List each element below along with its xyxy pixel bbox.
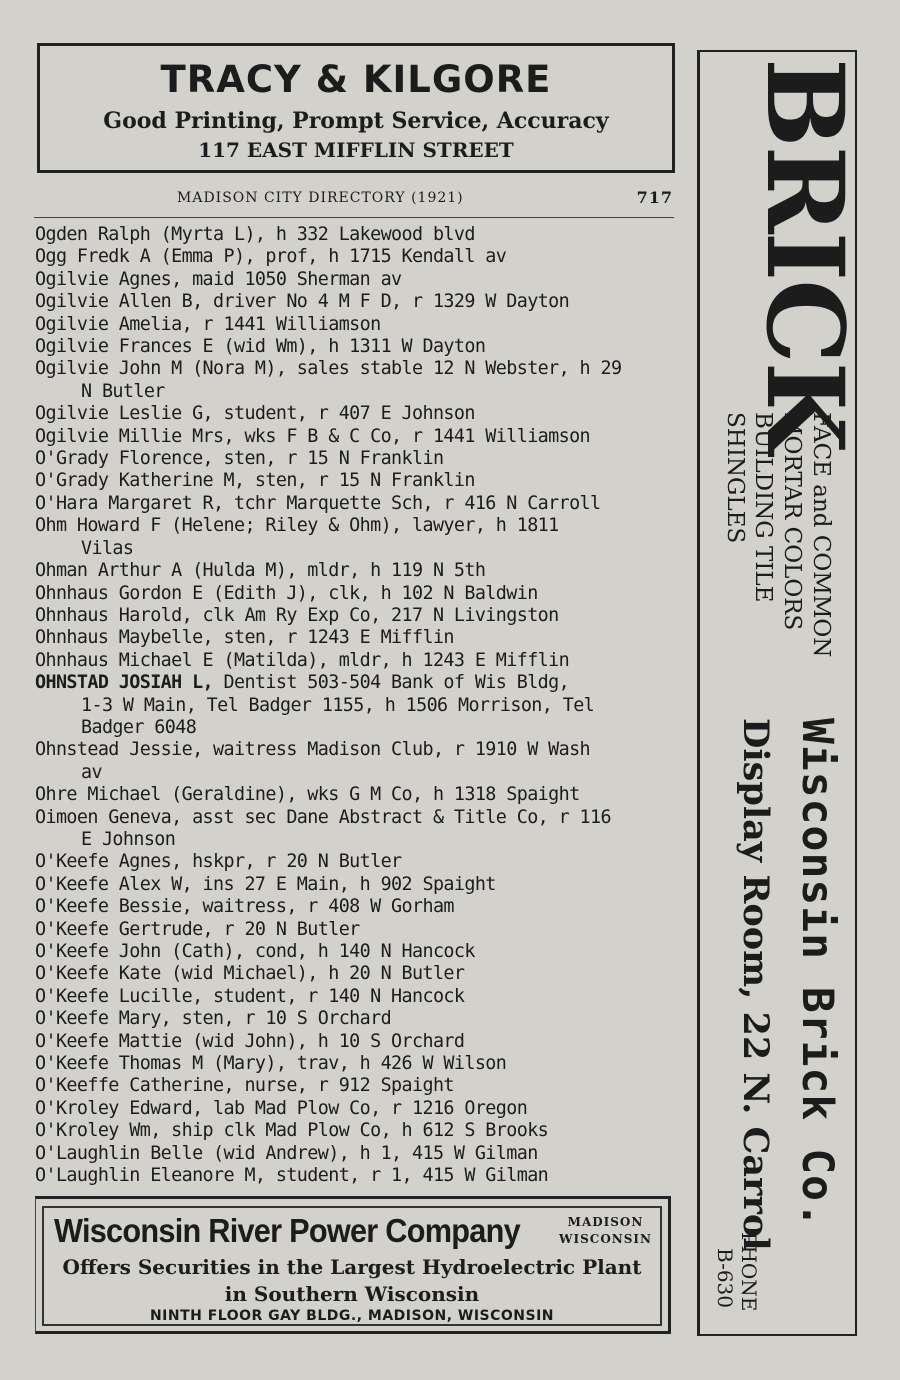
listing-text: O'Keefe Gertrude, r 20 N Butler xyxy=(35,918,360,940)
listing-line xyxy=(35,358,680,380)
listing-entry xyxy=(35,426,680,448)
listing-text: Ohre Michael (Geraldine), wks G M Co, h 1318 Spaight xyxy=(35,784,580,806)
listing-text: Ohnhaus Gordon E (Edith J), clk, h 102 N Baldwin xyxy=(35,582,538,604)
listing-line xyxy=(35,269,680,291)
listing-entry xyxy=(35,627,680,649)
listing-entry xyxy=(35,493,680,515)
listing-entry xyxy=(35,1075,680,1097)
listing-text: O'Grady Katherine M, sten, r 15 N Franklin xyxy=(35,470,475,492)
state-label: WISCONSIN xyxy=(559,1232,652,1246)
listing-text: Ogilvie Allen B, driver No 4 M F D, r 1329 W Dayton xyxy=(35,291,570,313)
listing-line xyxy=(35,336,680,358)
listing-line xyxy=(35,1075,680,1097)
listing-entry xyxy=(35,1031,680,1053)
power-company-address: NINTH FLOOR GAY BLDG., MADISON, WISCONSIN xyxy=(149,1308,555,1324)
listing-line xyxy=(35,739,680,761)
phone-number: B-630 xyxy=(713,1248,737,1308)
listing-line xyxy=(35,672,680,694)
listing-entry xyxy=(35,1053,680,1075)
listing-entry xyxy=(35,583,680,605)
listing-continuation xyxy=(35,829,680,851)
brick-company-name: Wisconsin Brick Co. xyxy=(792,718,842,1229)
display-room-address: Display Room, 22 N. Carrol xyxy=(735,718,776,1251)
listing-entry xyxy=(35,470,680,492)
listing-text: N Butler xyxy=(81,380,165,402)
listing-line xyxy=(35,1098,680,1120)
listing-line xyxy=(35,1008,680,1030)
listing-bold-name: OHNSTAD JOSIAH L, xyxy=(35,672,214,694)
tracy-kilgore-ad xyxy=(37,43,675,173)
directory-listings xyxy=(35,224,680,1187)
listing-line xyxy=(35,1053,680,1075)
listing-entry xyxy=(35,986,680,1008)
product-mortar-colors: MORTAR COLORS xyxy=(779,412,805,631)
listing-line xyxy=(35,291,680,313)
listing-entry xyxy=(35,650,680,672)
listing-line xyxy=(35,874,680,896)
listing-entry xyxy=(35,784,680,806)
listing-text: av xyxy=(81,761,102,783)
listing-text: Ohnhaus Maybelle, sten, r 1243 E Mifflin xyxy=(35,627,454,649)
listing-text: Ogilvie Frances E (wid Wm), h 1311 W Dayton xyxy=(35,336,486,358)
running-header xyxy=(37,187,675,211)
listing-line xyxy=(35,650,680,672)
offer-line-2: in Southern Wisconsin xyxy=(224,1282,480,1306)
listing-entry xyxy=(35,941,680,963)
listing-line xyxy=(35,963,680,985)
listing-line xyxy=(35,1120,680,1142)
listing-line xyxy=(35,448,680,470)
listing-line xyxy=(35,583,680,605)
page-number: 717 xyxy=(636,188,673,207)
listing-text: O'Keefe Thomas M (Mary), trav, h 426 W Wilson xyxy=(35,1053,507,1075)
phone-label: PHONE xyxy=(737,1232,761,1312)
listing-text: O'Keefe Agnes, hskpr, r 20 N Butler xyxy=(35,851,402,873)
product-shingles: SHINGLES xyxy=(722,412,748,544)
listing-text: O'Laughlin Belle (wid Andrew), h 1, 415 W Gilman xyxy=(35,1142,538,1164)
listing-line xyxy=(35,493,680,515)
product-building-tile: BUILDING TILE xyxy=(750,412,776,603)
product-face-common: FACE and COMMON xyxy=(808,412,834,658)
listing-line xyxy=(35,1143,680,1165)
listing-text: O'Hara Margaret R, tchr Marquette Sch, r 416 N Carroll xyxy=(35,492,601,514)
listing-line xyxy=(35,919,680,941)
listing-continuation xyxy=(35,717,680,739)
listing-line xyxy=(35,560,680,582)
listing-entry xyxy=(35,560,680,582)
listing-entry xyxy=(35,336,680,358)
listing-line xyxy=(35,605,680,627)
brick-headline: BRICK xyxy=(743,58,868,452)
offer-line-1: Offers Securities in the Largest Hydroelectric Plant xyxy=(62,1255,642,1279)
listing-entry xyxy=(35,851,680,873)
listing-text: O'Keefe Bessie, waitress, r 408 W Gorham xyxy=(35,896,454,918)
listing-entry xyxy=(35,896,680,918)
listing-entry xyxy=(35,874,680,896)
listing-text: Dentist 503-504 Bank of Wis Bldg, xyxy=(213,672,570,694)
listing-text: Ogden Ralph (Myrta L), h 332 Lakewood blvd xyxy=(35,224,475,245)
listing-text: Ogilvie Amelia, r 1441 Williamson xyxy=(35,313,381,335)
listing-entry xyxy=(35,672,680,739)
listing-continuation xyxy=(35,695,680,717)
listing-line xyxy=(35,403,680,425)
listing-line xyxy=(35,941,680,963)
listing-continuation xyxy=(35,538,680,560)
listing-entry xyxy=(35,605,680,627)
listing-text: Ogilvie John M (Nora M), sales stable 12 N Webster, h 29 xyxy=(35,358,622,380)
ad-tagline: Good Printing, Prompt Service, Accuracy xyxy=(103,108,609,134)
listing-text: O'Kroley Edward, lab Mad Plow Co, r 1216 Oregon xyxy=(35,1097,528,1119)
listing-entry xyxy=(35,448,680,470)
listing-text: O'Keefe John (Cath), cond, h 140 N Hancock xyxy=(35,941,475,962)
listing-text: O'Grady Florence, sten, r 15 N Franklin xyxy=(35,448,444,470)
listing-text: Ohnhaus Harold, clk Am Ry Exp Co, 217 N Livingston xyxy=(35,604,559,626)
listing-entry xyxy=(35,1165,680,1187)
listing-line xyxy=(35,515,680,537)
brick-ad xyxy=(697,50,868,1336)
listing-line xyxy=(35,807,680,829)
listing-line xyxy=(35,627,680,649)
listing-entry xyxy=(35,269,680,291)
power-company-name: Wisconsin River Power Company xyxy=(54,1212,520,1249)
city-label: MADISON xyxy=(567,1215,644,1229)
listing-entry xyxy=(35,807,680,852)
listing-entry xyxy=(35,224,680,246)
listing-text: Oimoen Geneva, asst sec Dane Abstract & Title Co, r 116 xyxy=(35,806,611,828)
listing-entry xyxy=(35,291,680,313)
listing-line xyxy=(35,224,680,246)
listing-continuation xyxy=(35,381,680,403)
listing-text: O'Keefe Lucille, student, r 140 N Hancock xyxy=(35,985,465,1007)
listing-line xyxy=(35,246,680,268)
listing-text: O'Keefe Mary, sten, r 10 S Orchard xyxy=(35,1008,392,1030)
listing-text: Ohnstead Jessie, waitress Madison Club, r 1910 W Wash xyxy=(35,739,591,761)
listing-text: E Johnson xyxy=(81,828,176,850)
listing-text: Ohnhaus Michael E (Matilda), mldr, h 1243 E Mifflin xyxy=(35,649,570,671)
listing-entry xyxy=(35,403,680,425)
listing-line xyxy=(35,1031,680,1053)
ad-company-name: TRACY & KILGORE xyxy=(160,58,552,101)
listing-entry xyxy=(35,1098,680,1120)
listing-text: Ogilvie Millie Mrs, wks F B & C Co, r 1441 Williamson xyxy=(35,425,591,447)
listing-text: O'Keeffe Catherine, nurse, r 912 Spaight xyxy=(35,1075,454,1097)
power-company-location xyxy=(559,1214,652,1248)
listing-text: Badger 6048 xyxy=(81,716,197,738)
listing-text: Ohm Howard F (Helene; Riley & Ohm), lawyer, h 1811 xyxy=(35,515,559,537)
ad-inner-frame xyxy=(42,1206,662,1326)
listing-entry xyxy=(35,1143,680,1165)
listing-entry xyxy=(35,358,680,403)
listing-entry xyxy=(35,919,680,941)
listing-entry xyxy=(35,1120,680,1142)
wisconsin-river-power-ad xyxy=(35,1196,671,1334)
listing-line xyxy=(35,986,680,1008)
directory-title: MADISON CITY DIRECTORY (1921) xyxy=(177,190,464,206)
listing-text: 1-3 W Main, Tel Badger 1155, h 1506 Morrison, Tel xyxy=(81,694,595,716)
listing-text: Ogilvie Agnes, maid 1050 Sherman av xyxy=(35,268,402,290)
listing-text: O'Keefe Alex W, ins 27 E Main, h 902 Spaight xyxy=(35,873,496,895)
listing-text: Ogilvie Leslie G, student, r 407 E Johnson xyxy=(35,403,475,425)
securities-offer xyxy=(44,1254,660,1308)
listing-entry xyxy=(35,1008,680,1030)
listing-text: O'Keefe Kate (wid Michael), h 20 N Butler xyxy=(35,963,465,985)
listing-line xyxy=(35,1165,680,1187)
listing-entry xyxy=(35,963,680,985)
listing-continuation xyxy=(35,762,680,784)
listing-entry xyxy=(35,515,680,560)
listing-text: O'Keefe Mattie (wid John), h 10 S Orchard xyxy=(35,1030,465,1052)
listing-entry xyxy=(35,739,680,784)
listing-text: Ohman Arthur A (Hulda M), mldr, h 119 N 5th xyxy=(35,560,486,582)
header-rule xyxy=(34,217,674,218)
listing-text: Ogg Fredk A (Emma P), prof, h 1715 Kendall av xyxy=(35,246,507,268)
listing-line xyxy=(35,314,680,336)
listing-line xyxy=(35,426,680,448)
listing-line xyxy=(35,784,680,806)
listing-text: Vilas xyxy=(81,537,134,559)
listing-line xyxy=(35,896,680,918)
listing-entry xyxy=(35,314,680,336)
listing-text: O'Kroley Wm, ship clk Mad Plow Co, h 612 S Brooks xyxy=(35,1120,549,1142)
listing-entry xyxy=(35,246,680,268)
ad-address: 117 EAST MIFFLIN STREET xyxy=(198,138,514,162)
listing-line xyxy=(35,851,680,873)
listing-text: O'Laughlin Eleanore M, student, r 1, 415 W Gilman xyxy=(35,1165,549,1187)
listing-line xyxy=(35,470,680,492)
